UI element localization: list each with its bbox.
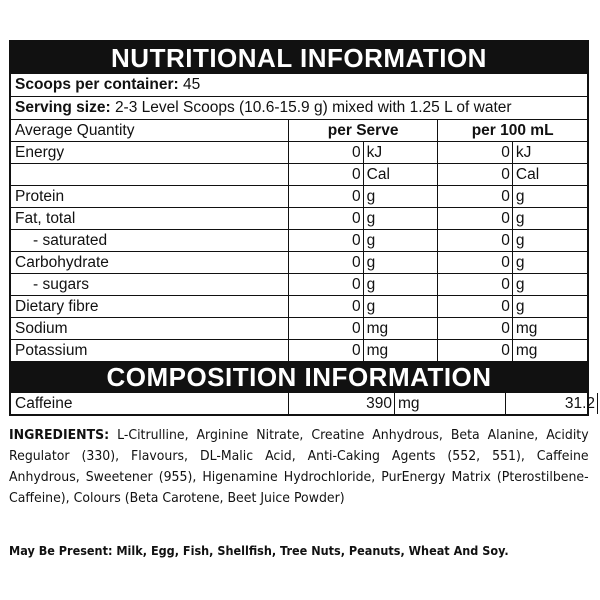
row-name: Fat, total — [11, 208, 289, 230]
per-100ml-value: 0 — [438, 318, 513, 340]
per-serve-value: 390 — [289, 393, 395, 414]
scoops-value: 45 — [182, 76, 201, 93]
ingredients-text — [9, 425, 589, 509]
per-100ml-value: 0 — [438, 252, 513, 274]
per-serve-value: 0 — [289, 252, 364, 274]
per-serve-value: 0 — [289, 274, 364, 296]
per-serve-unit: Cal — [363, 164, 438, 186]
nutrition-table — [11, 120, 587, 361]
per-100ml-unit: g — [512, 186, 587, 208]
per-serve-value: 0 — [289, 208, 364, 230]
per-100ml-unit: mg — [512, 318, 587, 340]
per-100ml-unit: g — [512, 208, 587, 230]
row-name: Caffeine — [11, 393, 289, 414]
per-100ml-unit: mg — [512, 340, 587, 362]
table-row — [11, 142, 587, 164]
serving-value: 2-3 Level Scoops (10.6-15.9 g) mixed with 1.25 L of water — [114, 99, 512, 116]
per-serve-unit: g — [363, 296, 438, 318]
table-row — [11, 186, 587, 208]
per-100ml-value: 0 — [438, 340, 513, 362]
nutrition-title: NUTRITIONAL INFORMATION — [11, 42, 587, 74]
per-serve-unit: g — [363, 186, 438, 208]
row-name — [11, 164, 289, 186]
row-name: Carbohydrate — [11, 252, 289, 274]
header-quantity: Average Quantity — [11, 120, 289, 142]
per-100ml-unit: Cal — [512, 164, 587, 186]
table-row — [11, 252, 587, 274]
per-serve-unit: g — [363, 208, 438, 230]
row-name: Sodium — [11, 318, 289, 340]
per-serve-unit: mg — [363, 340, 438, 362]
per-100ml-unit: kJ — [512, 142, 587, 164]
per-100ml-value: 0 — [438, 142, 513, 164]
per-serve-value: 0 — [289, 296, 364, 318]
serving-label: Serving size: — [15, 99, 111, 116]
row-name: Dietary fibre — [11, 296, 289, 318]
scoops-label: Scoops per container: — [15, 76, 179, 93]
per-serve-value: 0 — [289, 318, 364, 340]
composition-title: COMPOSITION INFORMATION — [11, 361, 587, 393]
per-serve-value: 0 — [289, 164, 364, 186]
header-per-100ml: per 100 mL — [438, 120, 587, 142]
per-100ml-value: 31.2 — [506, 393, 598, 414]
row-name: Protein — [11, 186, 289, 208]
per-serve-value: 0 — [289, 142, 364, 164]
table-row — [11, 164, 587, 186]
table-row — [11, 274, 587, 296]
table-row — [11, 208, 587, 230]
row-name: Energy — [11, 142, 289, 164]
scoops-line — [11, 74, 587, 97]
per-100ml-value: 0 — [438, 230, 513, 252]
allergen-statement: May Be Present: Milk, Egg, Fish, Shellfish, Tree Nuts, Peanuts, Wheat And Soy. — [9, 543, 509, 558]
table-row — [11, 340, 587, 362]
table-header-row — [11, 120, 587, 142]
per-serve-value: 0 — [289, 340, 364, 362]
nutrition-panel — [9, 40, 595, 416]
per-serve-unit: kJ — [363, 142, 438, 164]
per-100ml-value: 0 — [438, 296, 513, 318]
per-serve-unit: g — [363, 252, 438, 274]
per-serve-unit: g — [363, 274, 438, 296]
serving-line — [11, 97, 587, 120]
per-100ml-unit: g — [512, 230, 587, 252]
row-name: - sugars — [11, 274, 289, 296]
ingredients-list: L-Citrulline, Arginine Nitrate, Creatine Anhydrous, Beta Alanine, Acidity Regulator (330), Flavours, DL-Malic Acid, Anti-Caking Agents (552, 551), Caffeine Anhydrous, Sweetener (955), Higenamine Hydrochloride, PurEnergy Matrix (Pterostilbene-Caffeine), Colours (Beta Carotene, Beet Juice Powder) — [9, 427, 589, 506]
per-100ml-unit: g — [512, 296, 587, 318]
composition-table — [11, 393, 598, 414]
table-row — [11, 296, 587, 318]
per-serve-unit: g — [363, 230, 438, 252]
per-serve-unit: mg — [395, 393, 506, 414]
row-name: Potassium — [11, 340, 289, 362]
ingredients-label: INGREDIENTS: — [9, 427, 110, 443]
table-row — [11, 230, 587, 252]
per-serve-unit: mg — [363, 318, 438, 340]
per-serve-value: 0 — [289, 230, 364, 252]
per-100ml-value: 0 — [438, 164, 513, 186]
per-100ml-value: 0 — [438, 186, 513, 208]
row-name: - saturated — [11, 230, 289, 252]
per-100ml-unit: g — [512, 252, 587, 274]
per-100ml-unit: g — [512, 274, 587, 296]
per-100ml-value: 0 — [438, 208, 513, 230]
per-100ml-value: 0 — [438, 274, 513, 296]
table-row — [11, 318, 587, 340]
header-per-serve: per Serve — [289, 120, 438, 142]
table-row — [11, 393, 598, 414]
per-serve-value: 0 — [289, 186, 364, 208]
